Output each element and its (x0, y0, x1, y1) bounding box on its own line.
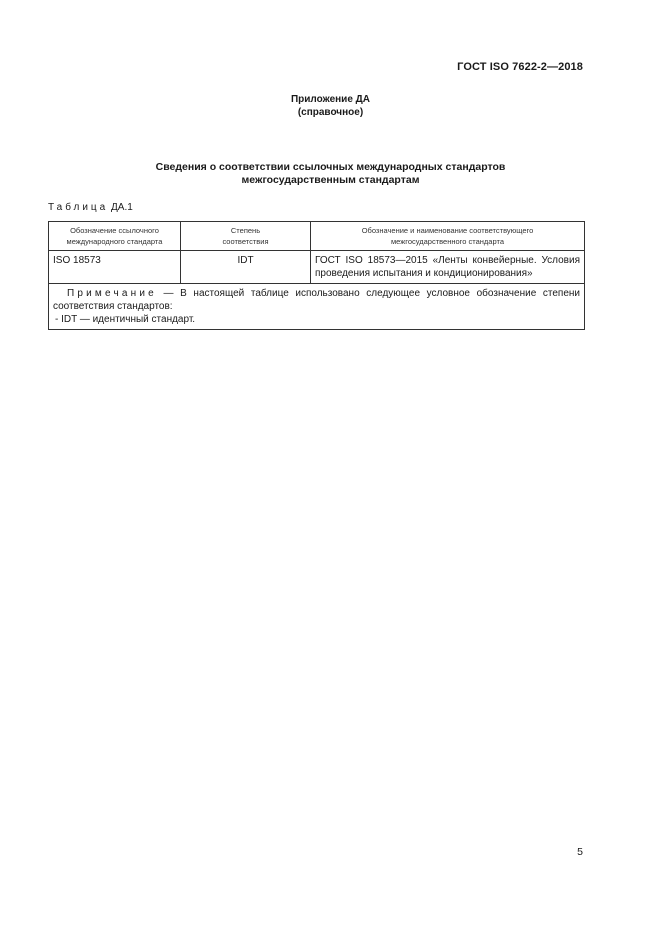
note-text (53, 287, 580, 313)
column-header-line: соответствия (222, 236, 269, 246)
table-caption (48, 202, 133, 213)
column-header-line: Степень (230, 226, 261, 235)
note-body: — В настоящей таблице использовано следующее условное обозначение степени соответствия стандартов: (53, 288, 580, 312)
table-header-row (49, 222, 585, 251)
page-title-line-2: межгосударственным стандартам (241, 174, 420, 186)
annex-heading (0, 93, 661, 119)
cell-interstate-standard: ГОСТ ISO 18573—2015 «Ленты конвейерные. Условия проведения испытания и кондиционирования» (311, 251, 585, 284)
note-label: Примечание (67, 288, 157, 299)
table-caption-number: ДА.1 (111, 202, 133, 213)
column-header-interstate (311, 222, 585, 251)
page-title-line-1: Сведения о соответствии ссылочных международных стандартов (155, 161, 506, 173)
annex-subtitle: (справочное) (297, 107, 364, 118)
cell-international-standard: ISO 18573 (49, 251, 181, 284)
annex-title: Приложение ДА (290, 94, 371, 105)
column-header-line: международного стандарта (66, 236, 163, 246)
table-caption-prefix: Таблица (48, 202, 109, 213)
table-note (49, 284, 585, 330)
column-header-international (49, 222, 181, 251)
correspondence-table (48, 221, 585, 330)
column-header-line: межгосударственного стандарта (391, 236, 504, 246)
table-note-row (49, 284, 585, 330)
column-header-line: Обозначение ссылочного (70, 226, 159, 235)
column-header-degree (181, 222, 311, 251)
page-number: 5 (577, 846, 583, 858)
document-code: ГОСТ ISO 7622-2—2018 (457, 61, 583, 73)
column-header-line: Обозначение и наименование соответствующего (361, 226, 534, 235)
page-title (0, 161, 661, 187)
note-definition: - IDT — идентичный стандарт. (55, 314, 196, 325)
cell-degree: IDT (181, 251, 311, 284)
table-row (49, 251, 585, 284)
